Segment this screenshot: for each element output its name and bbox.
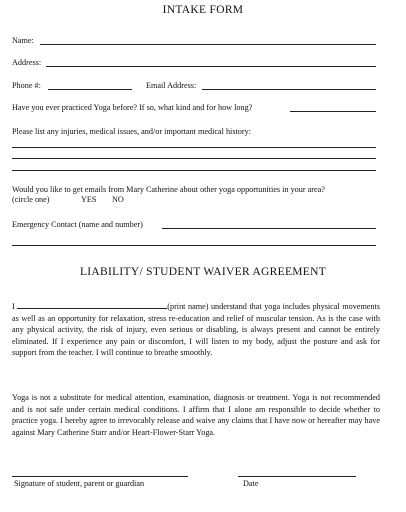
injuries-line-3[interactable] (12, 170, 376, 171)
name-label: Name: (12, 36, 34, 45)
injuries-question: Please list any injuries, medical issues, and/or important medical history: (12, 127, 251, 136)
waiver-title: LIABILITY/ STUDENT WAIVER AGREEMENT (79, 266, 327, 278)
injuries-line-1[interactable] (12, 147, 376, 148)
signature-line[interactable] (12, 476, 188, 477)
yoga-experience-field[interactable] (290, 111, 376, 112)
email-label: Email Address: (146, 81, 197, 90)
waiver-p1-rest: (print name) understand that yoga includes physical movements as well as an opportunity for relaxation, stress re-education and relief of muscular tension. As is the case with any physical activity, the risk of injury, even serious or disabling, is always present and cannot be entirely eliminated. If I experience any pain or discomfort, I will listen to my body, adjust the posture and ask for support from the teacher. I will continue to breathe smoothly. (12, 302, 380, 358)
waiver-paragraph-1 (12, 300, 380, 359)
print-name-field[interactable] (17, 300, 167, 309)
yoga-experience-question: Have you ever practiced Yoga before? If so, what kind and for how long? (12, 103, 253, 112)
phone-field[interactable] (48, 89, 132, 90)
email-field[interactable] (202, 89, 376, 90)
address-field[interactable] (46, 66, 376, 67)
signature-label: Signature of student, parent or guardian (14, 479, 145, 488)
phone-label: Phone #: (12, 81, 41, 90)
emergency-contact-label: Emergency Contact (name and number) (12, 220, 143, 229)
name-field[interactable] (40, 44, 376, 45)
injuries-line-2[interactable] (12, 158, 376, 159)
form-title: INTAKE FORM (162, 4, 244, 16)
address-label: Address: (12, 58, 42, 67)
waiver-p1-start: I (12, 302, 15, 311)
emergency-contact-line-2[interactable] (12, 245, 376, 246)
circle-one-label: (circle one) (12, 195, 50, 204)
emails-question: Would you like to get emails from Mary Catherine about other yoga opportunities in your area? (12, 185, 325, 194)
no-option[interactable]: NO (112, 195, 124, 204)
date-line[interactable] (238, 476, 356, 477)
emergency-contact-field[interactable] (162, 228, 376, 229)
date-label: Date (243, 479, 259, 488)
waiver-paragraph-2: Yoga is not a substitute for medical attention, examination, diagnosis or treatment. Yoga is not recommended and is not safe under certain medical conditions. I affirm that I alone am responsible to decide whether to practice yoga. I hereby agree to irrevocably release and waive any claims that I have now or hereafter may have against Mary Catherine Starr and/or Heart-Flower-Starr Yoga. (12, 393, 380, 437)
yes-option[interactable]: YES (81, 195, 97, 204)
